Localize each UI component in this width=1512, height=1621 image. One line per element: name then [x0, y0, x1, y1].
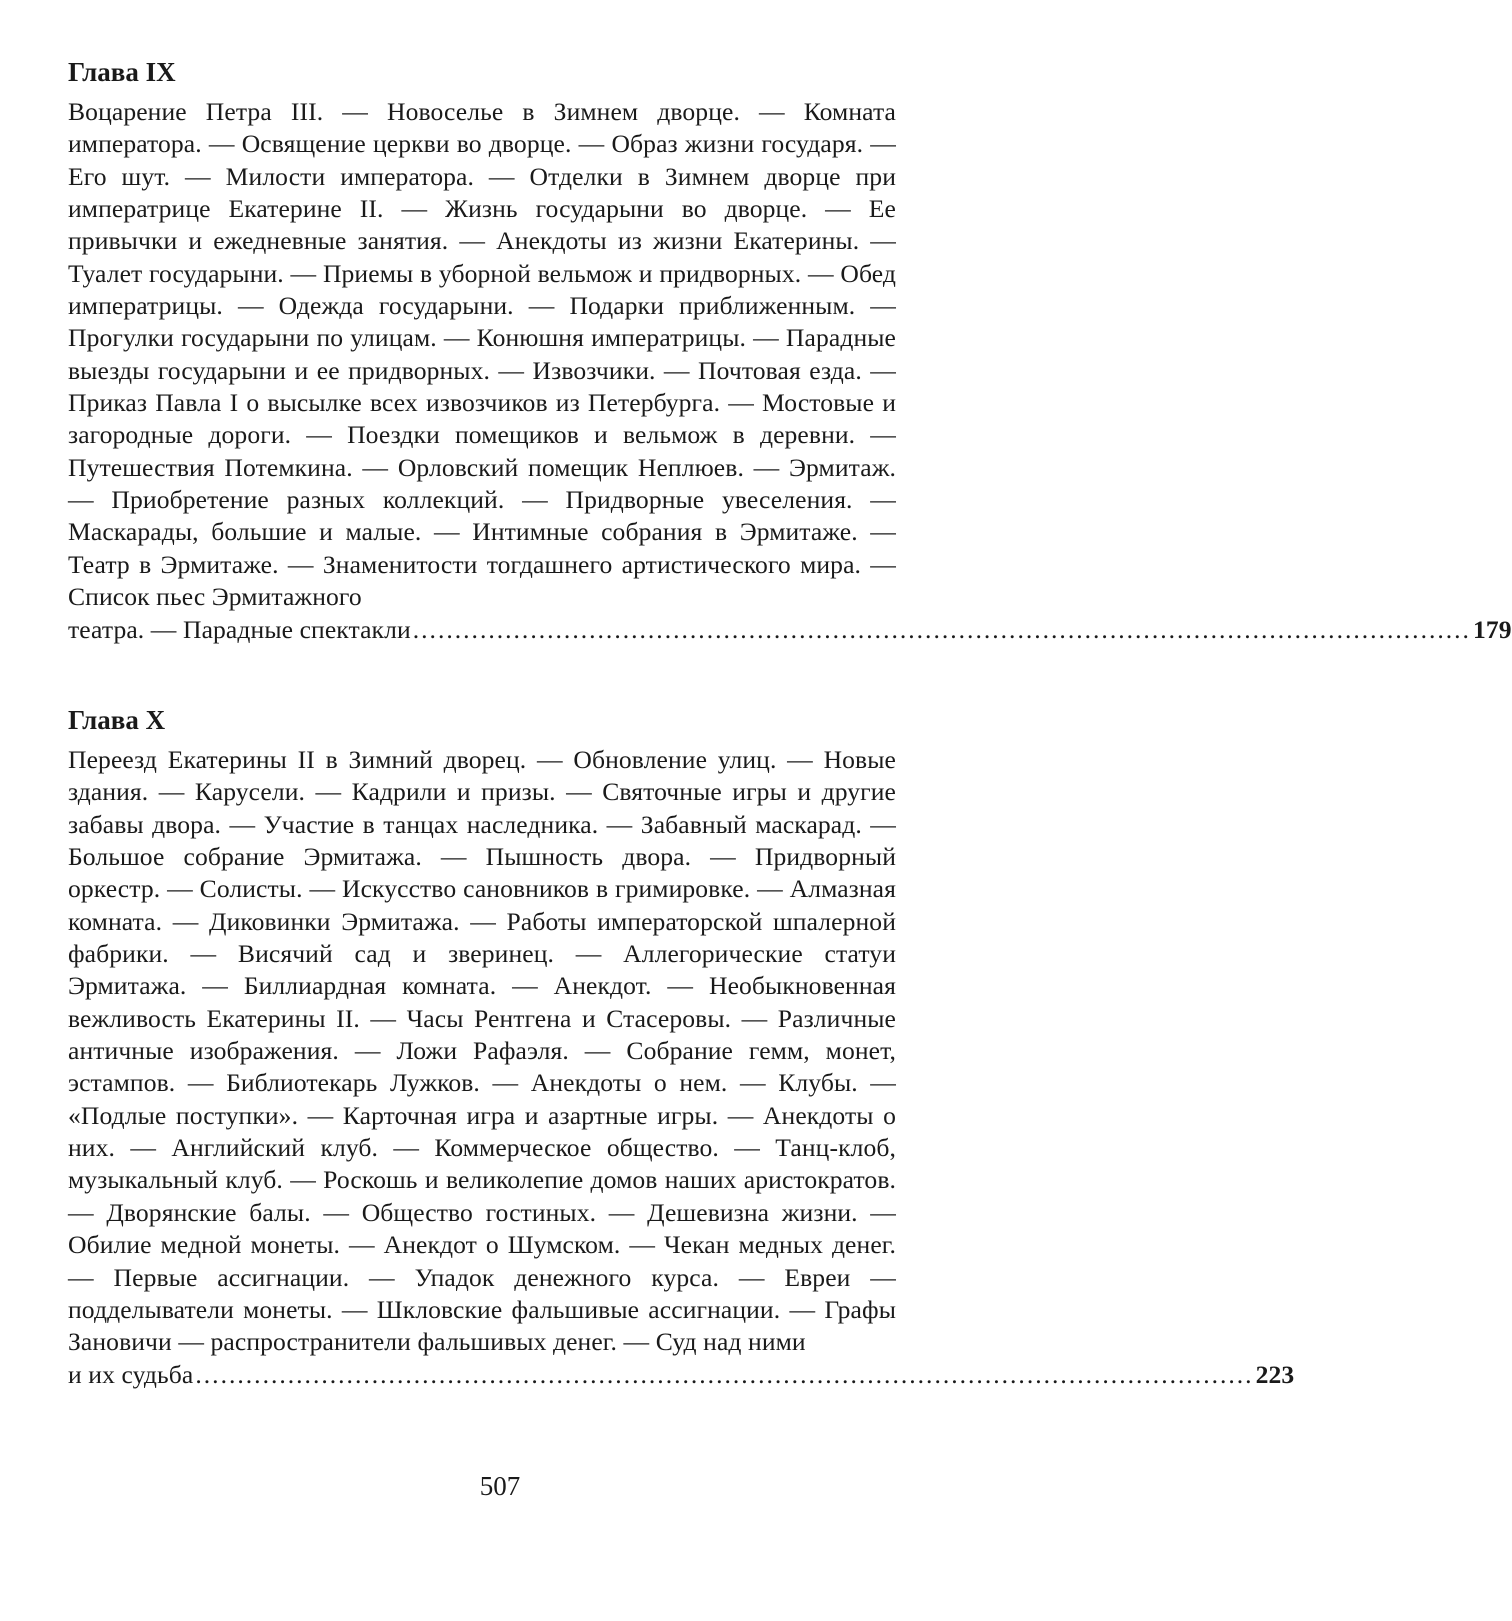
toc-page-number: 179	[1472, 614, 1512, 644]
chapter-title: Глава IX	[68, 57, 176, 87]
toc-entry-text: театра. — Парадные спектакли	[68, 614, 411, 644]
chapter-summary: Воцарение Петра III. — Новоселье в Зимнем дворце. — Комната императора. — Освящение церкви во дворце. — Образ жизни государя. — Его шут. — Милости императора. — Отделки в Зимнем дворце при императрице Екатерине II. — Жизнь государыни во дворце. — Ее привычки и ежедневные занятия. — Анекдоты из жизни Екатерины. — Туалет государыни. — Приемы в уборной вельмож и придворных. — Обед императрицы. — Одежда государыни. — Подарки приближенным. — Прогулки государыни по улицам. — Конюшня императрицы. — Парадные выезды государыни и ее придворных. — Извозчики. — Почтовая езда. — Приказ Павла I о высылке всех извозчиков из Петербурга. — Мостовые и загородные дороги. — Поездки помещиков и вельмож в деревни. — Путешествия Потемкина. — Орловский помещик Неплюев. — Эрмитаж. — Приобретение разных коллекций. — Придворные увеселения. — Маскарады, большие и малые. — Интимные собрания в Эрмитаже. — Театр в Эрмитаже. — Знаменитости тогдашнего артистического мира. — Список пьес Эрмитажного	[68, 97, 896, 612]
chapter-ix	[68, 52, 1512, 646]
dot-leader: ..............................................................................................................................	[412, 614, 1471, 644]
toc-entry-text: и их судьба	[68, 1359, 194, 1389]
chapter-summary: Переезд Екатерины II в Зимний дворец. — Обновление улиц. — Новые здания. — Карусели. — Кадрили и призы. — Святочные игры и другие забавы двора. — Участие в танцах наследника. — Забавный маскарад. — Большое собрание Эрмитажа. — Пышность двора. — Придворный оркестр. — Солисты. — Искусство сановников в гримировке. — Алмазная комната. — Диковинки Эрмитажа. — Работы императорской шпалерной фабрики. — Висячий сад и зверинец. — Аллегорические статуи Эрмитажа. — Биллиардная комната. — Анекдот. — Необыкновенная вежливость Екатерины II. — Часы Рентгена и Стасеровы. — Различные античные изображения. — Ложи Рафаэля. — Собрание гемм, монет, эстампов. — Библиотекарь Лужков. — Анекдоты о нем. — Клубы. — «Подлые поступки». — Карточная игра и азартные игры. — Анекдоты о них. — Английский клуб. — Коммерческое общество. — Танц-клоб, музыкальный клуб. — Роскошь и великолепие домов наших аристократов. — Дворянские балы. — Общество гостиных. — Дешевизна жизни. — Обилие медной монеты. — Анекдот о Шумском. — Чекан медных денег. — Первые ассигнации. — Упадок денежного курса. — Евреи — подделыватели монеты. — Шкловские фальшивые ассигнации. — Графы Зановичи — распространители фальшивых денег. — Суд над ними	[68, 745, 896, 1357]
dot-leader: ..............................................................................................................................	[195, 1359, 1254, 1389]
page-number: 507	[479, 1471, 521, 1501]
toc-entry-line	[68, 614, 1512, 646]
toc-entry-line	[68, 1359, 1295, 1391]
toc-page-number: 223	[1255, 1359, 1295, 1389]
chapter-title: Глава X	[68, 705, 166, 735]
chapter-x	[68, 700, 1295, 1391]
